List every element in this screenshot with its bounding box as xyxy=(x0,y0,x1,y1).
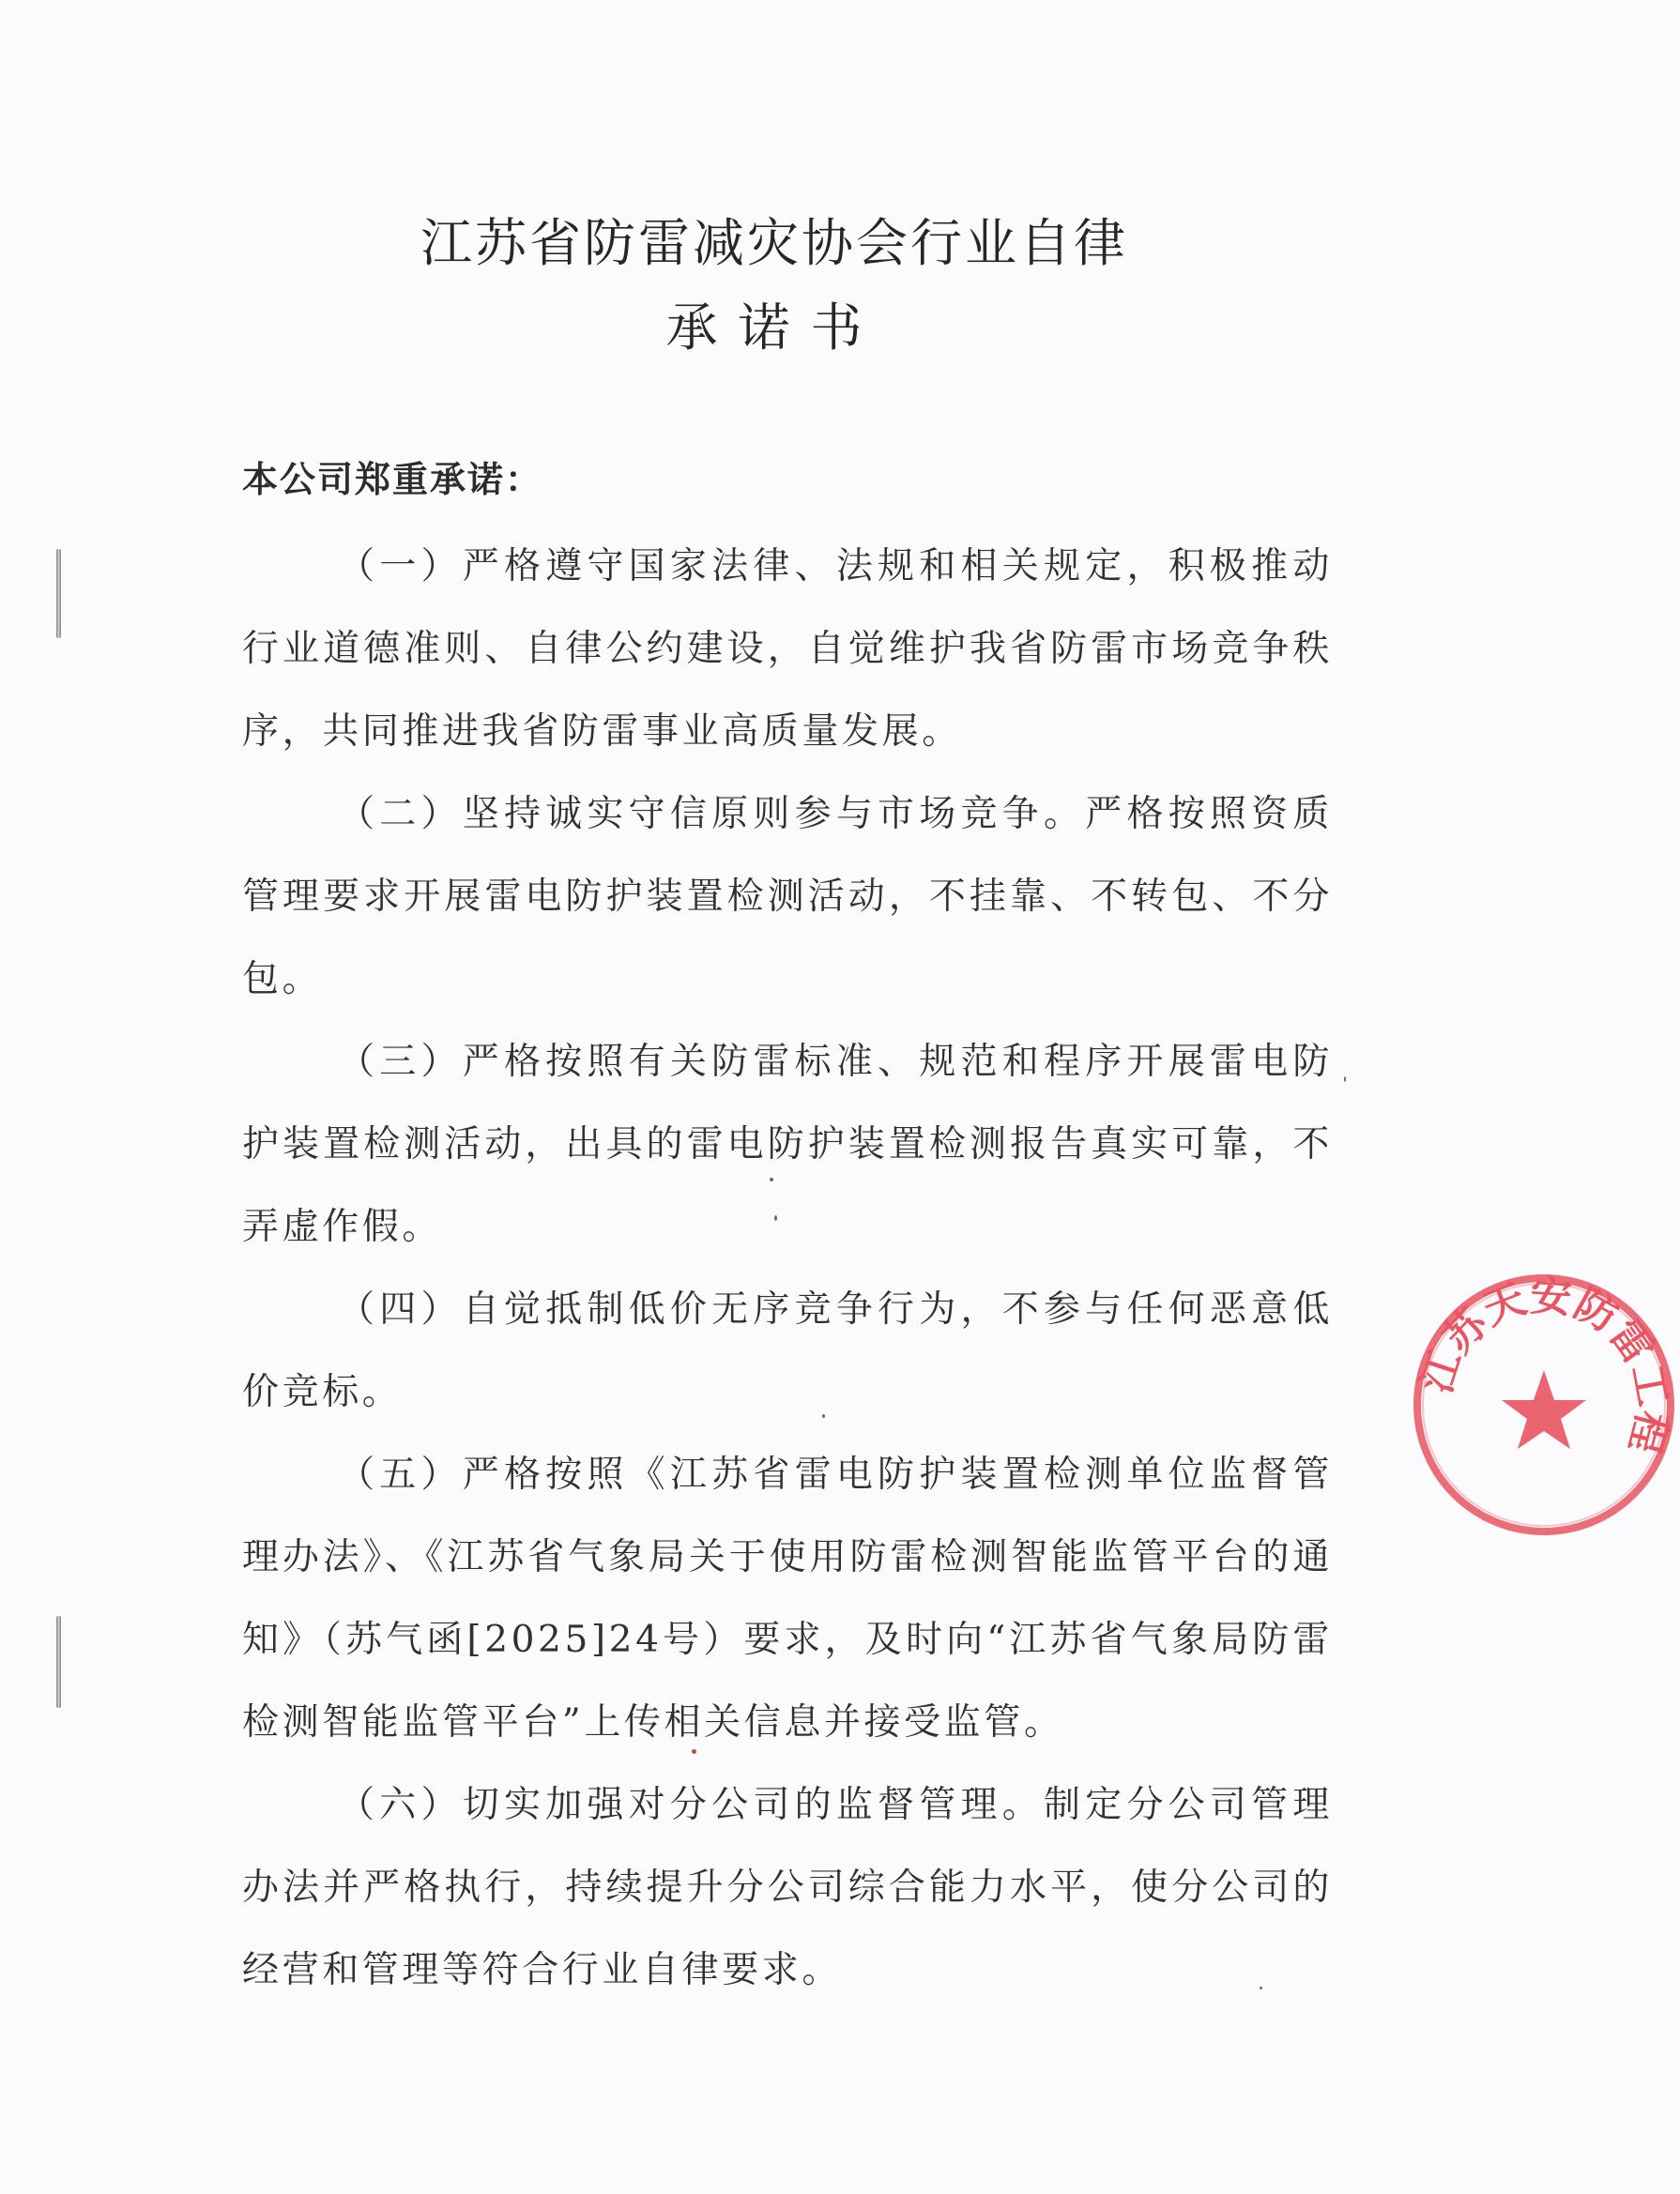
scan-speck xyxy=(1344,1076,1346,1082)
scan-speck xyxy=(822,1414,825,1418)
seal-star-icon xyxy=(1502,1370,1586,1449)
scan-speck xyxy=(1260,1987,1262,1989)
staple-top xyxy=(56,549,61,638)
scan-speck xyxy=(774,1215,777,1221)
document-subtitle: 承诺书 xyxy=(665,297,883,358)
commitment-item-2: （二）坚持诚实守信原则参与市场竞争。严格按照资质管理要求开展雷电防护装置检测活动，不挂靠、不转包、不分包。 xyxy=(242,793,1333,1000)
commitment-item-4: （四）自觉抵制低价无序竞争行为，不参与任何恶意低价竞标。 xyxy=(242,1288,1333,1413)
document-title: 江苏省防雷减灾协会行业自律 xyxy=(420,213,1128,273)
commitment-body xyxy=(242,526,1333,2012)
commitment-item-3: （三）严格按照有关防雷标准、规范和程序开展雷电防护装置检测活动，出具的雷电防护装置检测报告真实可靠，不弄虚作假。 xyxy=(242,1041,1333,1248)
commitment-item-1: （一）严格遵守国家法律、法规和相关规定，积极推动行业道德准则、自律公约建设，自觉维护我省防雷市场竞争秩序，共同推进我省防雷事业高质量发展。 xyxy=(242,545,1333,753)
commitment-item-6: （六）切实加强对分公司的监督管理。制定分公司管理办法并严格执行，持续提升分公司综合能力水平，使分公司的经营和管理等符合行业自律要求。 xyxy=(242,1784,1333,1991)
commitment-intro: 本公司郑重承诺： xyxy=(242,459,543,500)
commitment-item-5: （五）严格按照《江苏省雷电防护装置检测单位监督管理办法》、《江苏省气象局关于使用防雷检测智能监管平台的通知》（苏气函[2025]24号）要求，及时向“江苏省气象局防雷检测智能监管平台”上传相关信息并接受监管。 xyxy=(242,1454,1333,1744)
staple-bottom xyxy=(56,1616,61,1708)
scan-speck xyxy=(692,1749,696,1754)
company-seal xyxy=(1408,1269,1680,1541)
scan-speck xyxy=(770,1178,773,1181)
seal-text: 江苏天安防雷工程 xyxy=(1413,1272,1677,1458)
